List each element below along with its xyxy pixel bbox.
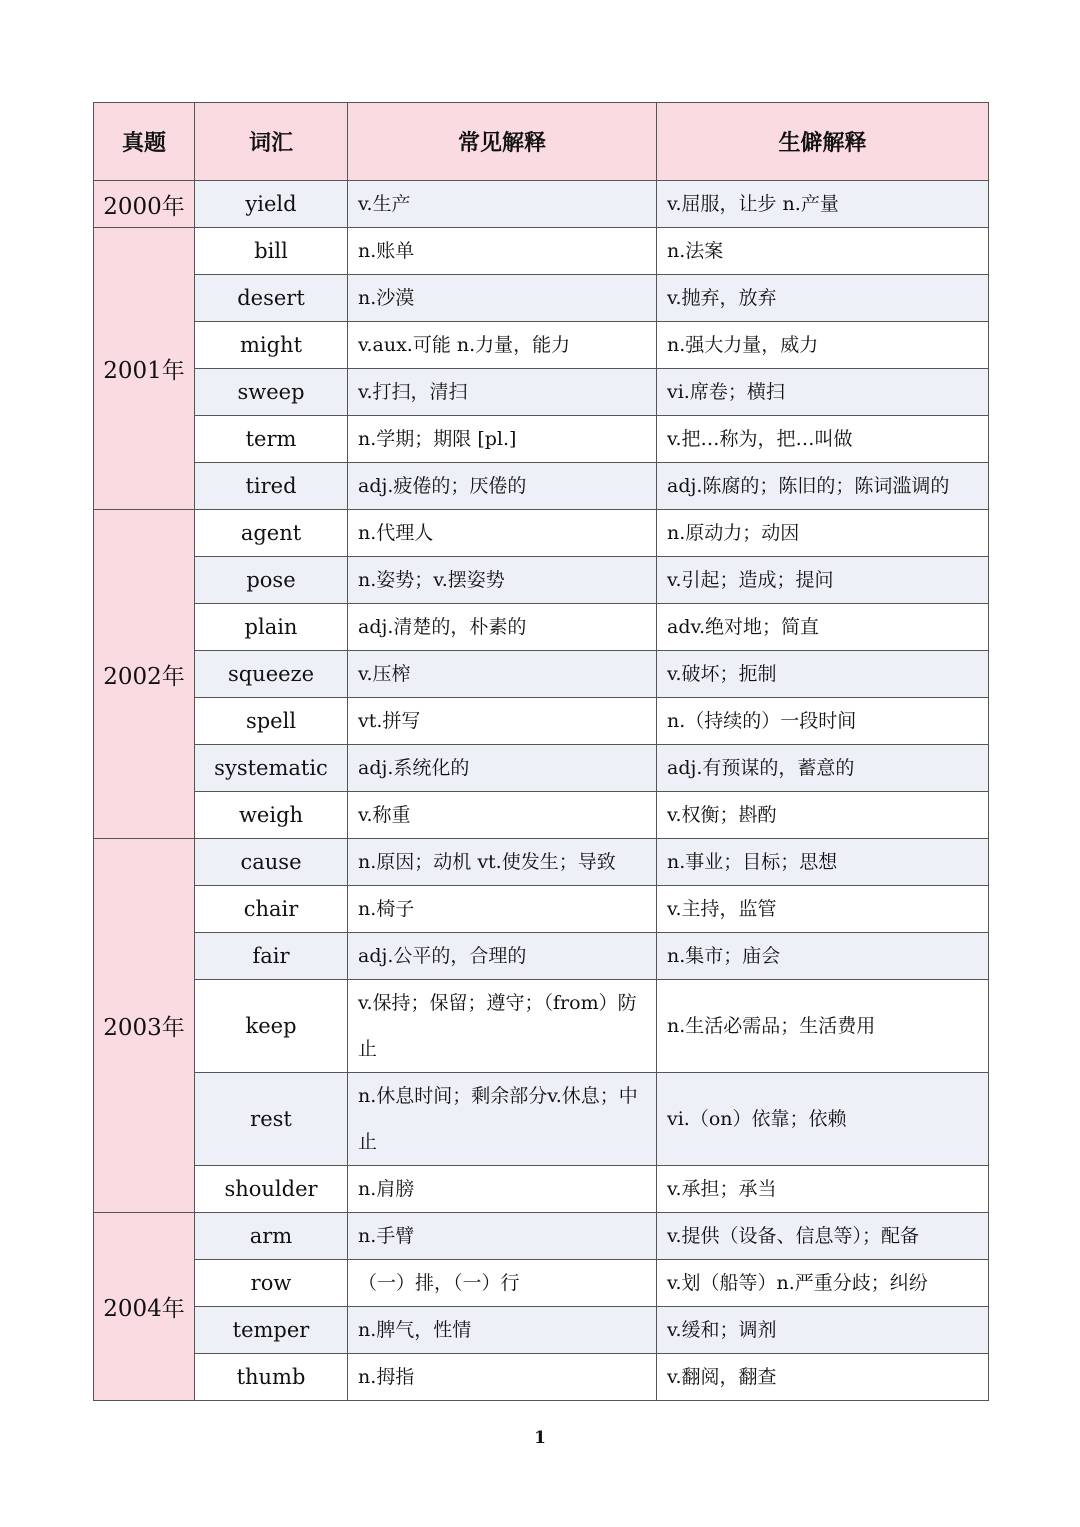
rare-meaning-cell: n.（持续的）一段时间 xyxy=(657,698,989,745)
table-row xyxy=(94,1073,989,1166)
word-cell: keep xyxy=(195,980,348,1073)
rare-meaning-cell: n.原动力；动因 xyxy=(657,510,989,557)
word-cell: chair xyxy=(195,886,348,933)
word-cell: tired xyxy=(195,463,348,510)
rare-meaning-cell: vi.席卷；横扫 xyxy=(657,369,989,416)
header-year: 真题 xyxy=(94,103,195,181)
word-cell: plain xyxy=(195,604,348,651)
word-cell: systematic xyxy=(195,745,348,792)
rare-meaning-cell: v.屈服，让步 n.产量 xyxy=(657,181,989,228)
word-cell: pose xyxy=(195,557,348,604)
common-meaning-cell: v.生产 xyxy=(348,181,657,228)
common-meaning-cell: adj.公平的，合理的 xyxy=(348,933,657,980)
word-cell: bill xyxy=(195,228,348,275)
rare-meaning-cell: adj.陈腐的；陈旧的；陈词滥调的 xyxy=(657,463,989,510)
header-common-meaning: 常见解释 xyxy=(348,103,657,181)
rare-meaning-cell: adj.有预谋的，蓄意的 xyxy=(657,745,989,792)
table-row xyxy=(94,886,989,933)
table-row xyxy=(94,1213,989,1260)
rare-meaning-cell: n.事业；目标；思想 xyxy=(657,839,989,886)
common-meaning-cell: v.压榨 xyxy=(348,651,657,698)
word-cell: yield xyxy=(195,181,348,228)
word-cell: squeeze xyxy=(195,651,348,698)
table-row xyxy=(94,322,989,369)
common-meaning-cell: n.脾气，性情 xyxy=(348,1307,657,1354)
word-cell: arm xyxy=(195,1213,348,1260)
rare-meaning-cell: n.集市；庙会 xyxy=(657,933,989,980)
year-cell: 2001年 xyxy=(94,228,195,510)
year-cell: 2003年 xyxy=(94,839,195,1213)
rare-meaning-cell: v.破坏；扼制 xyxy=(657,651,989,698)
table-row xyxy=(94,698,989,745)
common-meaning-cell: adj.清楚的，朴素的 xyxy=(348,604,657,651)
table-row xyxy=(94,651,989,698)
common-meaning-cell: n.原因；动机 vt.使发生；导致 xyxy=(348,839,657,886)
rare-meaning-cell: v.把…称为，把…叫做 xyxy=(657,416,989,463)
table-row xyxy=(94,228,989,275)
page-number: 1 xyxy=(534,1428,546,1448)
word-cell: cause xyxy=(195,839,348,886)
rare-meaning-cell: adv.绝对地；简直 xyxy=(657,604,989,651)
word-cell: might xyxy=(195,322,348,369)
table-row xyxy=(94,1307,989,1354)
rare-meaning-cell: v.权衡；斟酌 xyxy=(657,792,989,839)
table-row xyxy=(94,980,989,1073)
rare-meaning-cell: v.翻阅，翻查 xyxy=(657,1354,989,1401)
common-meaning-cell: n.肩膀 xyxy=(348,1166,657,1213)
common-meaning-cell: n.沙漠 xyxy=(348,275,657,322)
word-cell: term xyxy=(195,416,348,463)
word-cell: agent xyxy=(195,510,348,557)
table-row xyxy=(94,839,989,886)
common-meaning-cell: n.账单 xyxy=(348,228,657,275)
year-cell: 2004年 xyxy=(94,1213,195,1401)
rare-meaning-cell: n.生活必需品；生活费用 xyxy=(657,980,989,1073)
rare-meaning-cell: v.缓和；调剂 xyxy=(657,1307,989,1354)
common-meaning-cell: n.姿势；v.摆姿势 xyxy=(348,557,657,604)
common-meaning-cell: n.拇指 xyxy=(348,1354,657,1401)
common-meaning-cell: v.保持；保留；遵守；（from）防止 xyxy=(348,980,657,1073)
common-meaning-cell: （一）排，（一）行 xyxy=(348,1260,657,1307)
common-meaning-cell: n.休息时间；剩余部分v.休息；中止 xyxy=(348,1073,657,1166)
table-row xyxy=(94,1166,989,1213)
common-meaning-cell: v.aux.可能 n.力量，能力 xyxy=(348,322,657,369)
word-cell: sweep xyxy=(195,369,348,416)
table-row xyxy=(94,275,989,322)
word-cell: temper xyxy=(195,1307,348,1354)
table-row xyxy=(94,557,989,604)
rare-meaning-cell: v.提供（设备、信息等）；配备 xyxy=(657,1213,989,1260)
word-cell: thumb xyxy=(195,1354,348,1401)
table-row xyxy=(94,1354,989,1401)
common-meaning-cell: n.代理人 xyxy=(348,510,657,557)
rare-meaning-cell: v.引起；造成；提问 xyxy=(657,557,989,604)
common-meaning-cell: n.椅子 xyxy=(348,886,657,933)
table-row xyxy=(94,604,989,651)
rare-meaning-cell: v.抛弃，放弃 xyxy=(657,275,989,322)
table-row xyxy=(94,510,989,557)
rare-meaning-cell: v.主持，监管 xyxy=(657,886,989,933)
table-row xyxy=(94,745,989,792)
rare-meaning-cell: v.划（船等）n.严重分歧；纠纷 xyxy=(657,1260,989,1307)
common-meaning-cell: n.学期；期限 [pl.] xyxy=(348,416,657,463)
rare-meaning-cell: v.承担；承当 xyxy=(657,1166,989,1213)
word-cell: shoulder xyxy=(195,1166,348,1213)
table-row xyxy=(94,369,989,416)
year-cell: 2000年 xyxy=(94,181,195,228)
year-cell: 2002年 xyxy=(94,510,195,839)
rare-meaning-cell: vi.（on）依靠；依赖 xyxy=(657,1073,989,1166)
table-body xyxy=(94,181,989,1401)
table-row xyxy=(94,792,989,839)
header-rare-meaning: 生僻解释 xyxy=(657,103,989,181)
table-row xyxy=(94,1260,989,1307)
common-meaning-cell: v.打扫，清扫 xyxy=(348,369,657,416)
table-row xyxy=(94,181,989,228)
common-meaning-cell: adj.系统化的 xyxy=(348,745,657,792)
common-meaning-cell: adj.疲倦的；厌倦的 xyxy=(348,463,657,510)
word-cell: rest xyxy=(195,1073,348,1166)
table-row xyxy=(94,463,989,510)
word-cell: desert xyxy=(195,275,348,322)
word-cell: spell xyxy=(195,698,348,745)
table-header-row xyxy=(94,103,989,181)
common-meaning-cell: n.手臂 xyxy=(348,1213,657,1260)
rare-meaning-cell: n.法案 xyxy=(657,228,989,275)
vocabulary-table xyxy=(93,102,989,1401)
table-row xyxy=(94,933,989,980)
header-word: 词汇 xyxy=(195,103,348,181)
word-cell: row xyxy=(195,1260,348,1307)
word-cell: weigh xyxy=(195,792,348,839)
common-meaning-cell: v.称重 xyxy=(348,792,657,839)
table-row xyxy=(94,416,989,463)
rare-meaning-cell: n.强大力量，威力 xyxy=(657,322,989,369)
common-meaning-cell: vt.拼写 xyxy=(348,698,657,745)
word-cell: fair xyxy=(195,933,348,980)
